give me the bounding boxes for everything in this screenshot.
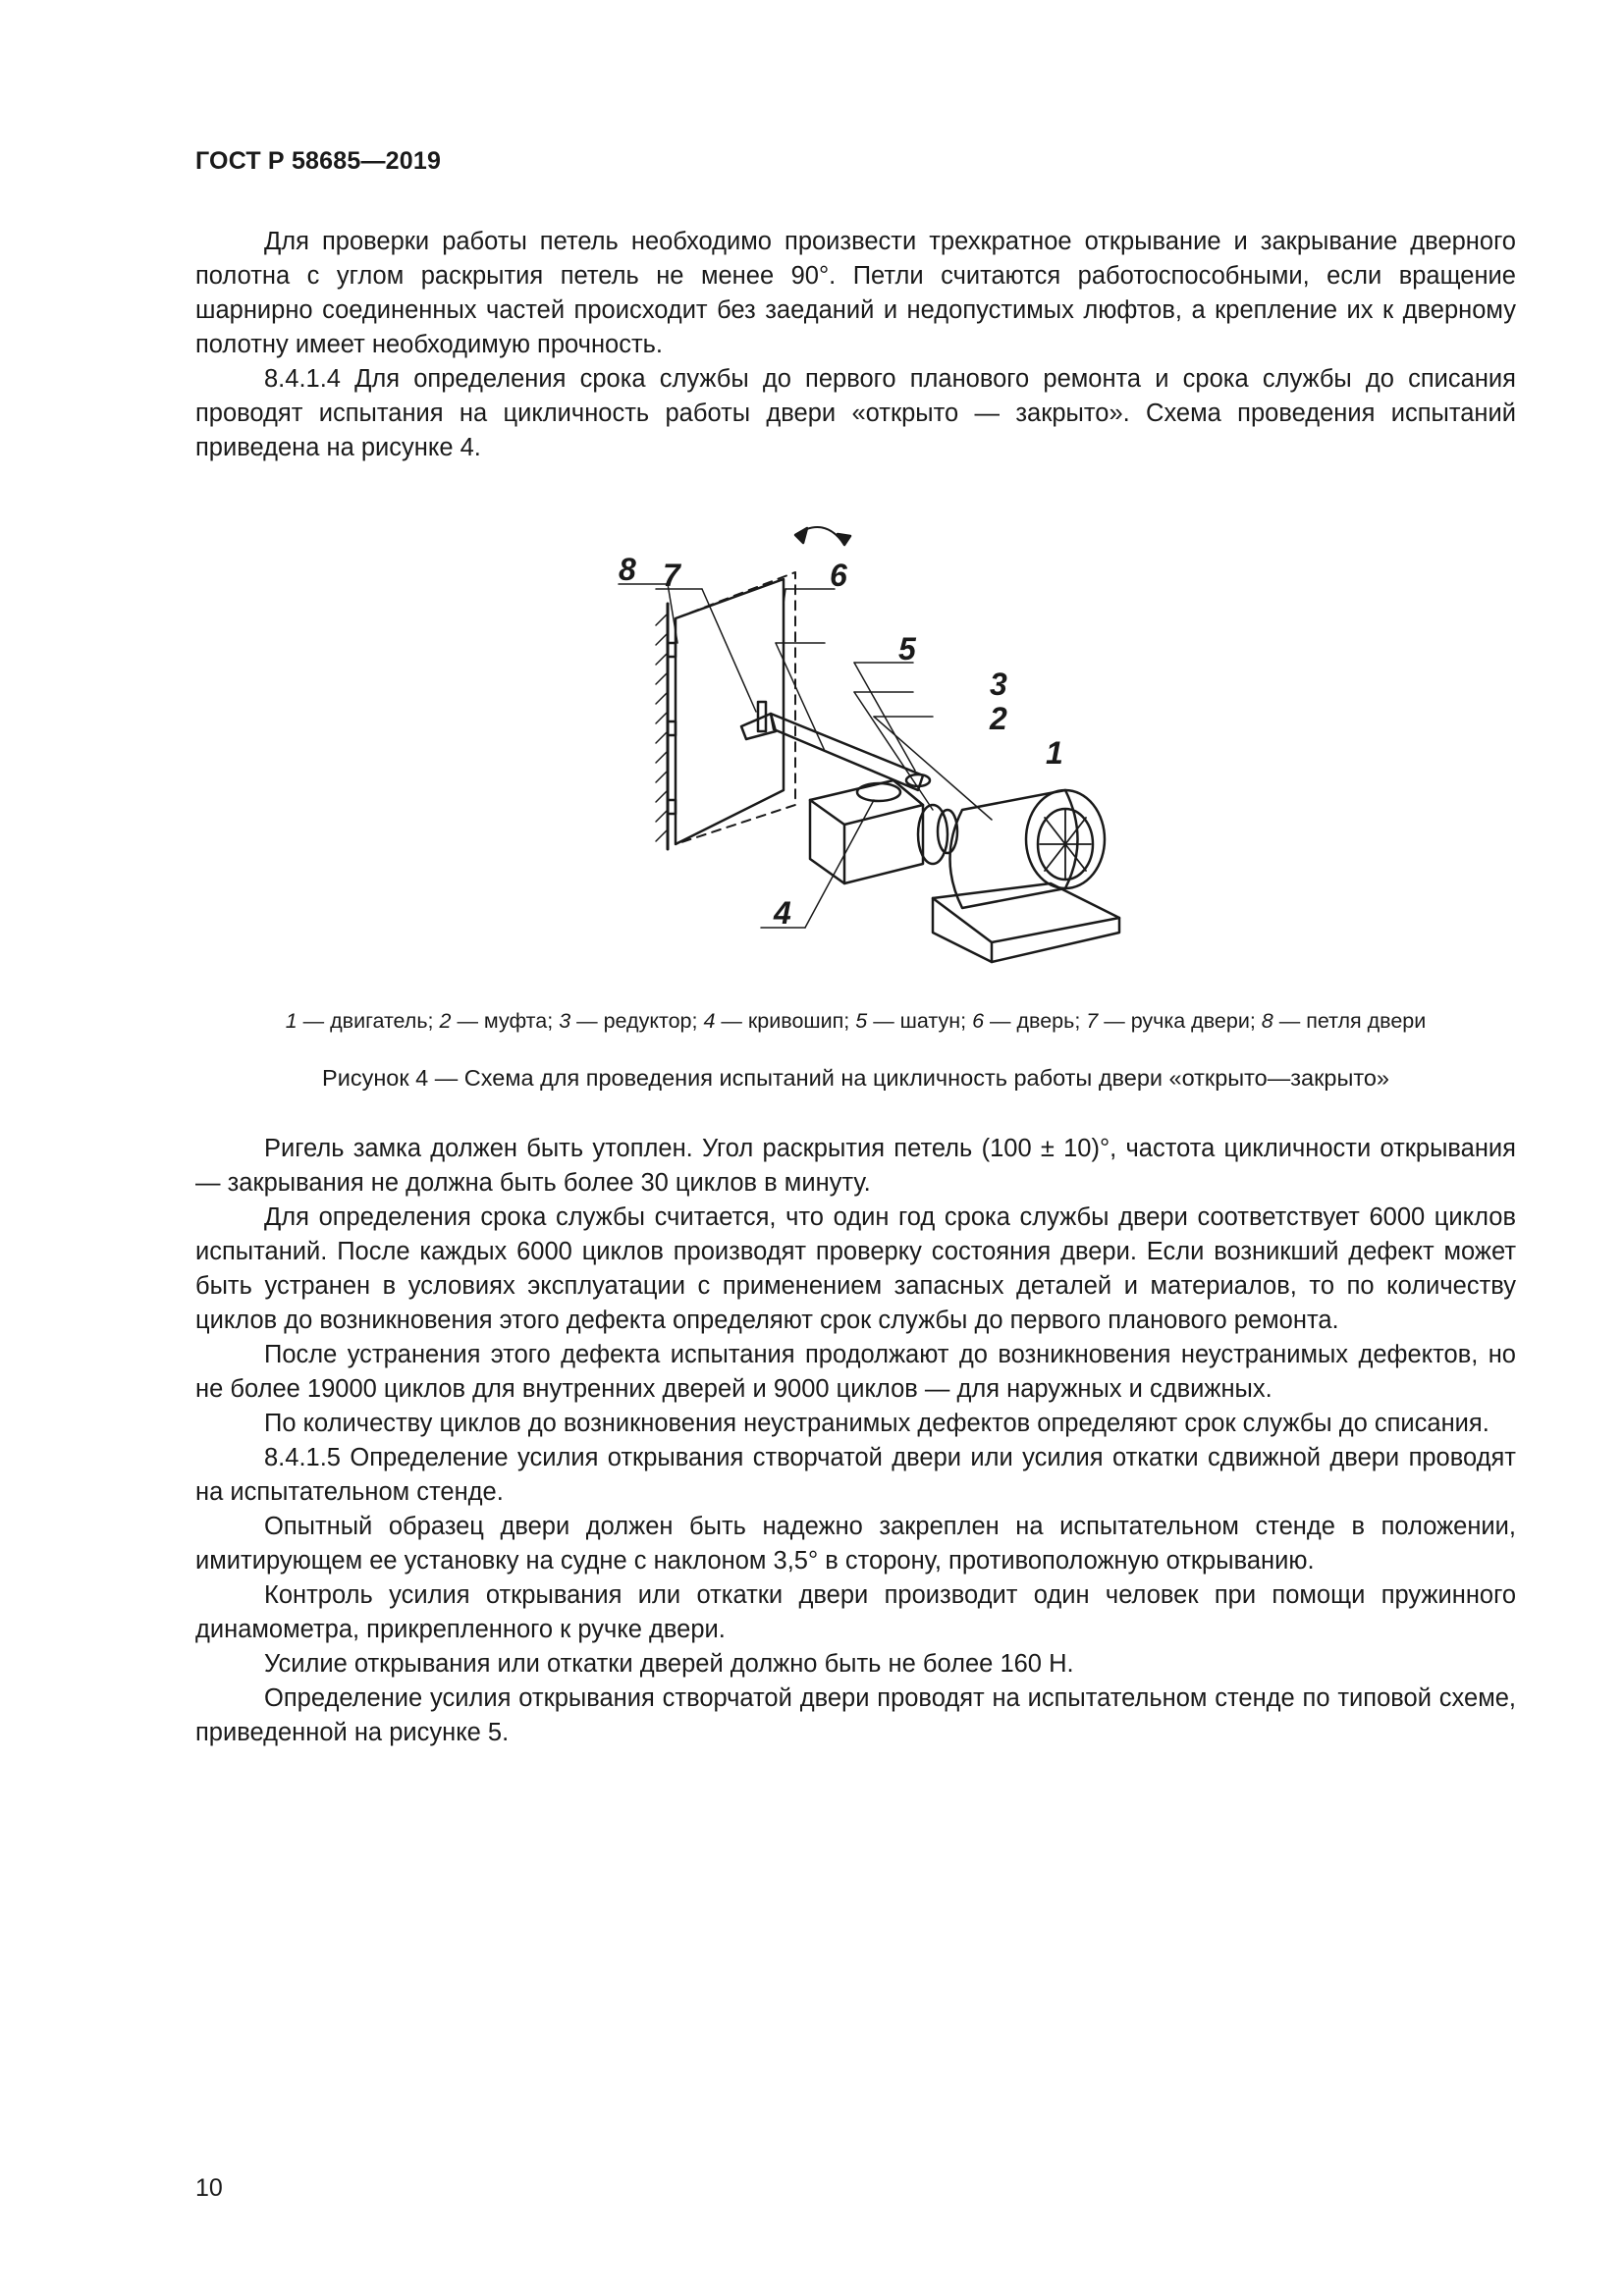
callout-5: 5 (898, 631, 916, 667)
paragraph: Опытный образец двери должен быть надежно закреплен на испытательном стенде в положении, имитирующем ее установку на судне с наклоном 3,5° в сторону, противоположную открыванию. (195, 1513, 1516, 1575)
legend-num: 6 (972, 1009, 985, 1033)
legend-text: — ручка двери; (1098, 1009, 1262, 1033)
legend-text: — кривошип; (715, 1009, 856, 1033)
paragraph: По количеству циклов до возникновения неустранимых дефектов определяют срок службы до списания. (264, 1410, 1489, 1437)
paragraph: Для определения срока службы считается, что один год срока службы двери соответствует 6000 циклов испытаний. После каждых 6000 циклов производят проверку состояния двери. Если возникший дефект может быть устранен в условиях эксплуатации с применением запасных деталей и материалов, то по количеству циклов до возникновения этого дефекта определяют срок службы до первого планового ремонта. (195, 1203, 1516, 1334)
paragraph: Контроль усилия открывания или откатки двери производит один человек при помощи пружинного динамометра, прикрепленного к ручке двери. (195, 1581, 1516, 1643)
paragraph: Ригель замка должен быть утоплен. Угол раскрытия петель (100 ± 10)°, частота цикличности открывания — закрывания не должна быть более 30 циклов в минуту. (195, 1135, 1516, 1197)
callout-7: 7 (663, 558, 680, 593)
callout-3: 3 (990, 667, 1007, 702)
legend-text: — шатун; (867, 1009, 973, 1033)
callout-1: 1 (1046, 735, 1063, 771)
paragraph: После устранения этого дефекта испытания продолжают до возникновения неустранимых дефектов, но не более 19000 циклов для внутренних дверей и 9000 циклов — для наружных и сдвижных. (195, 1341, 1516, 1403)
figure-legend (195, 1009, 1516, 1034)
paragraph: Усилие открывания или откатки дверей должно быть не более 160 Н. (264, 1650, 1074, 1678)
legend-num: 3 (559, 1009, 571, 1033)
text-block-top (195, 225, 1516, 465)
document-header: ГОСТ Р 58685—2019 (195, 147, 442, 175)
paragraph: 8.4.1.4 Для определения срока службы до первого планового ремонта и срока службы до списания проводят испытания на цикличность работы двери «открыто — закрыто». Схема проведения испытаний приведена на рисунке 4. (195, 365, 1516, 461)
callout-2: 2 (990, 701, 1007, 736)
legend-num: 1 (285, 1009, 298, 1033)
legend-num: 4 (703, 1009, 716, 1033)
paragraph: 8.4.1.5 Определение усилия открывания створчатой двери или усилия откатки сдвижной двери проводят на испытательном стенде. (195, 1444, 1516, 1506)
legend-num: 8 (1261, 1009, 1273, 1033)
callout-4: 4 (774, 895, 791, 931)
figure-caption: Рисунок 4 — Схема для проведения испытаний на цикличность работы двери «открыто—закрыто» (322, 1065, 1389, 1091)
legend-text: — петля двери (1272, 1009, 1427, 1033)
legend-num: 2 (439, 1009, 452, 1033)
callout-8: 8 (619, 552, 636, 587)
paragraph: Определение усилия открывания створчатой двери проводят на испытательном стенде по типовой схеме, приведенной на рисунке 5. (195, 1684, 1516, 1746)
paragraph: Для проверки работы петель необходимо произвести трехкратное открывание и закрывание дверного полотна с углом раскрытия петель не менее 90°. Петли считаются работоспособными, если вращение шарнирно соединенных частей происходит без заеданий и недопустимых люфтов, а крепление их к дверному полотну имеет необходимую прочность. (195, 228, 1516, 358)
legend-text: — двигатель; (297, 1009, 440, 1033)
text-block-bottom (195, 1132, 1516, 1750)
callout-6: 6 (830, 558, 847, 593)
figure-4-diagram (530, 496, 1218, 996)
legend-num: 7 (1086, 1009, 1099, 1033)
test-rig-schematic (530, 496, 1218, 996)
legend-text: — муфта; (451, 1009, 560, 1033)
page-number: 10 (195, 2174, 223, 2202)
legend-num: 5 (855, 1009, 868, 1033)
legend-text: — дверь; (984, 1009, 1087, 1033)
legend-text: — редуктор; (570, 1009, 704, 1033)
